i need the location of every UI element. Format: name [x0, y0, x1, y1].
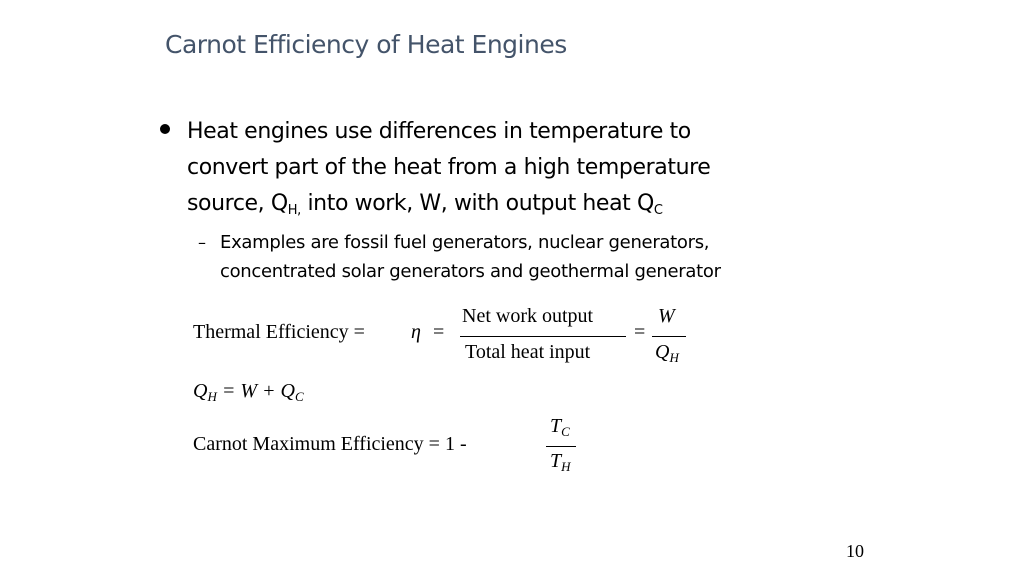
q-letter: Q: [655, 341, 670, 363]
w-plus: = W +: [216, 380, 281, 402]
tc-subscript: C: [561, 424, 570, 439]
bullet-line-3-a: source, Q: [187, 191, 288, 216]
qh-symbol: [655, 341, 679, 364]
tc-symbol: [550, 415, 570, 438]
bullet-line-3: [187, 186, 827, 222]
qc-letter: Q: [280, 380, 295, 402]
th-subscript: H: [561, 459, 571, 474]
energy-balance-equation: [193, 380, 304, 403]
th-symbol: [550, 450, 571, 473]
bullet-line-3-b: into work, W, with output heat Q: [300, 191, 654, 216]
equals-sign-2: =: [634, 321, 646, 343]
bullet-line-2: convert part of the heat from a high temperature: [187, 155, 711, 180]
subscript-h: H,: [287, 203, 301, 218]
q-subscript: H: [669, 350, 679, 365]
equals-sign-1: =: [433, 321, 445, 343]
bullet-text: [187, 114, 827, 222]
qh-letter: Q: [193, 380, 208, 402]
fraction-line-2: [652, 336, 686, 337]
sub-bullet-dash-icon: –: [198, 233, 206, 252]
bullet-line-1: Heat engines use differences in temperature to: [187, 119, 691, 144]
qh-subscript: H: [207, 389, 217, 404]
th-letter: T: [550, 450, 562, 472]
subscript-c: C: [653, 203, 663, 218]
bullet-icon: [160, 124, 170, 134]
fraction-numerator: Net work output: [462, 305, 594, 327]
fraction-denominator: Total heat input: [465, 341, 591, 363]
slide-title: Carnot Efficiency of Heat Engines: [165, 30, 567, 59]
carnot-efficiency-label: Carnot Maximum Efficiency = 1 -: [193, 433, 467, 455]
thermal-efficiency-label: Thermal Efficiency =: [193, 321, 365, 343]
tc-letter: T: [550, 415, 562, 437]
qc-subscript: C: [294, 389, 304, 404]
fraction-line-3: [546, 446, 576, 447]
eta-symbol: η: [411, 321, 421, 343]
fraction-line-1: [460, 336, 626, 337]
sub-bullet-line-1: Examples are fossil fuel generators, nuclear generators,: [220, 232, 710, 253]
w-symbol: W: [658, 305, 675, 327]
sub-bullet-text: [220, 228, 840, 286]
page-number: 10: [846, 541, 864, 561]
sub-bullet-line-2: concentrated solar generators and geothermal generator: [220, 261, 721, 282]
